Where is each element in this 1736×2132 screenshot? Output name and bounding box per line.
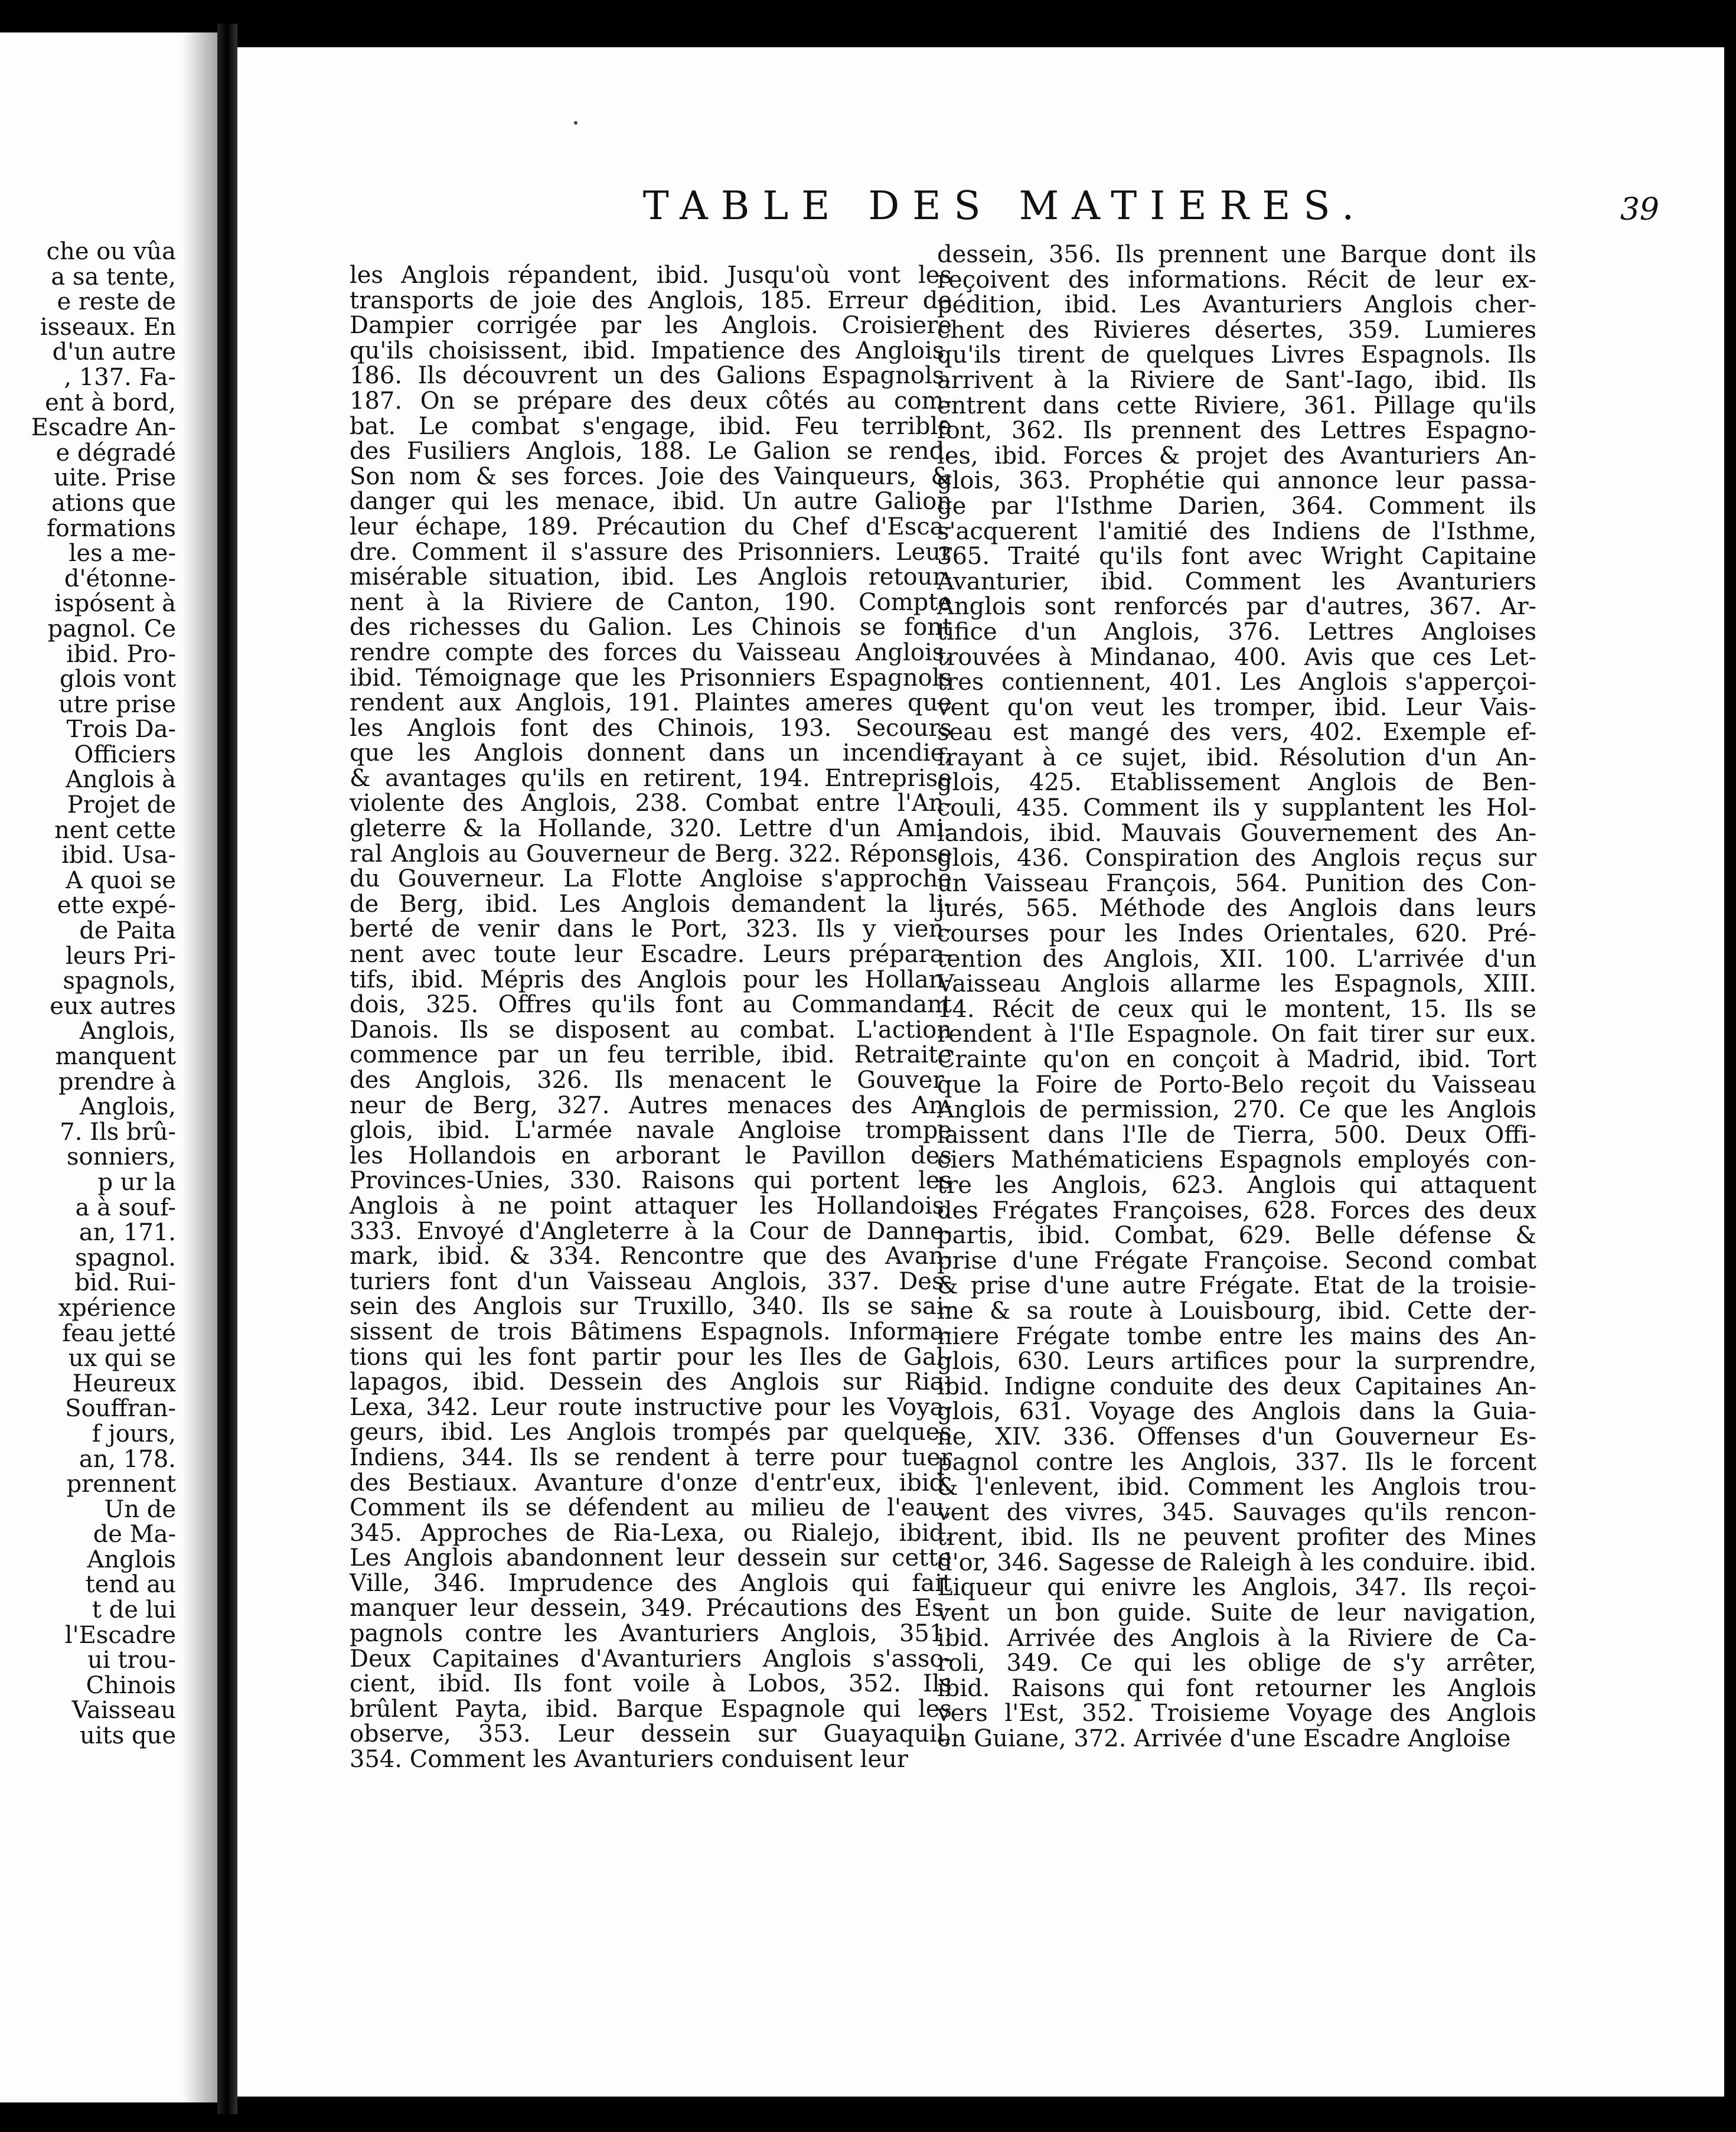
- index-line: font, 362. Ils prennent des Lettres Espagno-: [937, 417, 1536, 445]
- left-page-line: pagnol. Ce: [47, 615, 176, 643]
- left-page-line: Anglois,: [79, 1018, 176, 1045]
- index-line: landois, ibid. Mauvais Gouvernement des An-: [937, 819, 1536, 847]
- index-line: Avanturier, ibid. Comment les Avanturiers: [937, 568, 1536, 595]
- index-line: frayant à ce sujet, ibid. Résolution d'un An-: [937, 744, 1536, 771]
- left-page-line: e dégradé: [56, 439, 176, 467]
- index-line: courses pour les Indes Orientales, 620. Pré-: [937, 920, 1536, 948]
- index-line: partis, ibid. Combat, 629. Belle défense &: [937, 1222, 1536, 1250]
- left-page-line: ette expé-: [57, 892, 176, 920]
- index-line: berté de venir dans le Port, 323. Ils y vien-: [350, 915, 952, 943]
- index-line: neur de Berg, 327. Autres menaces des An-: [350, 1091, 952, 1119]
- index-line: glois, 631. Voyage des Anglois dans la Guia-: [937, 1398, 1536, 1426]
- page-title: TABLE DES MATIERES.: [642, 183, 1368, 229]
- index-line: de Berg, ibid. Les Anglois demandent la li-: [350, 890, 952, 918]
- left-page-line: an, 171.: [79, 1219, 176, 1247]
- index-line: des Fusiliers Anglois, 188. Le Galion se rend.: [350, 438, 952, 465]
- index-line: rendre compte des forces du Vaisseau Anglois,: [350, 638, 952, 666]
- index-line: 187. On se prépare des deux côtés au com-: [350, 387, 952, 415]
- left-page-line: sonniers,: [67, 1143, 176, 1171]
- left-page-line: bid. Rui-: [74, 1269, 176, 1297]
- index-line: glois, 363. Prophétie qui annonce leur passa-: [937, 467, 1536, 495]
- index-line: des Frégates Françoises, 628. Forces des deux: [937, 1197, 1536, 1224]
- index-line: des Anglois, 326. Ils menacent le Gouver-: [350, 1067, 952, 1094]
- index-line: des Bestiaux. Avanture d'onze d'entr'eux, ibid.: [350, 1469, 952, 1497]
- left-page-line: ibid. Pro-: [66, 640, 176, 668]
- index-line: couli, 435. Comment ils y supplantent les Hol-: [937, 794, 1536, 822]
- left-page-line: feau jetté: [62, 1319, 176, 1347]
- index-line: Anglois sont renforcés par d'autres, 367. Ar-: [937, 593, 1536, 621]
- index-line: glois, 436. Conspiration des Anglois reçus sur: [937, 845, 1536, 872]
- index-line: que la Foire de Porto-Belo reçoit du Vaisseau: [937, 1071, 1536, 1098]
- index-line: nent à la Riviere de Canton, 190. Compte: [350, 588, 952, 616]
- index-line: glois, 630. Leurs artifices pour la surprendre,: [937, 1348, 1536, 1375]
- index-line: ciers Mathématiciens Espagnols employés con-: [937, 1146, 1536, 1174]
- index-line: du Gouverneur. La Flotte Angloise s'approche: [350, 865, 952, 893]
- index-line: pagnols contre les Avanturiers Anglois, 351.: [350, 1620, 952, 1648]
- right-page: [237, 47, 1724, 2097]
- index-line: mark, ibid. & 334. Rencontre que des Avan-: [350, 1243, 952, 1270]
- index-line: les Anglois font des Chinois, 193. Secours: [350, 714, 952, 742]
- index-line: trouvées à Mindanao, 400. Avis que ces Let-: [937, 643, 1536, 671]
- index-line: ral Anglois au Gouverneur de Berg. 322. Réponse: [350, 840, 952, 868]
- index-line: niere Frégate tombe entre les mains des An-: [937, 1322, 1536, 1350]
- left-page-line: a sa tente,: [51, 263, 176, 291]
- index-line: Danois. Ils se disposent au combat. L'action: [350, 1016, 952, 1044]
- index-line: pagnol contre les Anglois, 337. Ils le forcent: [937, 1448, 1536, 1476]
- index-line: Deux Capitaines d'Avanturiers Anglois s'asso-: [350, 1645, 952, 1673]
- left-page-line: Anglois: [87, 1546, 176, 1573]
- index-line: chent des Rivieres désertes, 359. Lumieres: [937, 316, 1536, 344]
- left-page-line: spagnols,: [63, 967, 176, 995]
- index-line: & avantages qu'ils en retirent, 194. Entreprise: [350, 764, 952, 792]
- index-line: brûlent Payta, ibid. Barque Espagnole qui les: [350, 1695, 952, 1723]
- left-page-line: glois vont: [59, 666, 176, 693]
- index-line: entrent dans cette Riviere, 361. Pillage qu'ils: [937, 392, 1536, 419]
- index-line: leur échape, 189. Précaution du Chef d'Esca-: [350, 513, 952, 540]
- index-line: ne, XIV. 336. Offenses d'un Gouverneur Es-: [937, 1423, 1536, 1450]
- index-line: Anglois à ne point attaquer les Hollandois,: [350, 1192, 952, 1220]
- index-line: geurs, ibid. Les Anglois trompés par quelques: [350, 1419, 952, 1446]
- index-line: tres contiennent, 401. Les Anglois s'apperçoi-: [937, 669, 1536, 696]
- index-line: vent des vivres, 345. Sauvages qu'ils rencon-: [937, 1498, 1536, 1526]
- index-line: observe, 353. Leur dessein sur Guayaquil,: [350, 1720, 952, 1748]
- left-page-line: xpérience: [58, 1294, 176, 1322]
- left-page-line: Souffran-: [65, 1395, 176, 1423]
- index-line: les Hollandois en arborant le Pavillon des: [350, 1142, 952, 1169]
- left-page-line: Chinois: [86, 1671, 176, 1699]
- index-line: ge par l'Isthme Darien, 364. Comment ils: [937, 492, 1536, 520]
- index-line: Son nom & ses forces. Joie des Vainqueurs, &: [350, 462, 952, 490]
- index-line: Indiens, 344. Ils se rendent à terre pour tuer: [350, 1443, 952, 1471]
- index-line: Crainte qu'on en conçoit à Madrid, ibid. Tort: [937, 1046, 1536, 1073]
- index-line: turiers font d'un Vaisseau Anglois, 337. Des-: [350, 1267, 952, 1295]
- left-page-line: tend au: [85, 1571, 176, 1599]
- index-line: 14. Récit de ceux qui le montent, 15. Ils se: [937, 995, 1536, 1023]
- index-line: ibid. Indigne conduite des deux Capitaines An-: [937, 1373, 1536, 1400]
- index-line: laissent dans l'Ile de Tierra, 500. Deux Offi-: [937, 1121, 1536, 1149]
- left-page-line: Heureux: [72, 1370, 176, 1397]
- left-facing-page: [0, 32, 217, 2102]
- index-line: Lexa, 342. Leur route instructive pour les Voya-: [350, 1393, 952, 1421]
- index-line: s'acquerent l'amitié des Indiens de l'Isthme,: [937, 517, 1536, 545]
- index-line: Provinces-Unies, 330. Raisons qui portent les: [350, 1167, 952, 1195]
- index-line: vers l'Est, 352. Troisieme Voyage des Anglois: [937, 1700, 1536, 1727]
- left-page-line: ispósent à: [54, 590, 176, 618]
- index-line: Comment ils se défendent au milieu de l'eau,: [350, 1494, 952, 1522]
- index-line: roli, 349. Ce qui les oblige de s'y arrêter,: [937, 1649, 1536, 1677]
- left-page-line: Escadre An-: [31, 414, 176, 442]
- left-page-line: p ur la: [97, 1168, 176, 1196]
- page-curl-shadow: [182, 32, 217, 2102]
- left-page-line: 7. Ils brû-: [60, 1118, 176, 1146]
- ink-speck: [574, 121, 577, 125]
- index-line: dessein, 356. Ils prennent une Barque dont ils: [937, 241, 1536, 268]
- index-line: tifice d'un Anglois, 376. Lettres Angloises: [937, 618, 1536, 646]
- index-line: un Vaisseau François, 564. Punition des Con-: [937, 869, 1536, 897]
- left-page-line: ations que: [51, 489, 176, 517]
- left-page-line: les a me-: [68, 540, 176, 568]
- left-page-text: [0, 239, 176, 1749]
- left-page-line: eux autres: [50, 992, 176, 1020]
- left-page-line: A quoi se: [66, 866, 176, 894]
- index-line: misérable situation, ibid. Les Anglois retour-: [350, 563, 952, 591]
- left-page-line: ent à bord,: [45, 389, 176, 416]
- left-page-line: a à souf-: [75, 1194, 176, 1221]
- index-line: sissent de trois Bâtimens Espagnols. Informa-: [350, 1318, 952, 1345]
- left-page-line: d'étonne-: [64, 565, 176, 592]
- left-page-line: Un de: [104, 1495, 176, 1523]
- index-line: arrivent à la Riviere de Sant'-Iago, ibid. Ils: [937, 366, 1536, 394]
- index-line: Dampier corrigée par les Anglois. Croisiere: [350, 312, 952, 340]
- left-page-line: ui trou-: [87, 1647, 176, 1674]
- index-line: Ville, 346. Imprudence des Anglois qui fait: [350, 1569, 952, 1597]
- index-line: prise d'une Frégate Françoise. Second combat: [937, 1247, 1536, 1274]
- index-line: ibid. Raisons qui font retourner les Anglois: [937, 1674, 1536, 1702]
- index-line: me & sa route à Louisbourg, ibid. Cette der-: [937, 1297, 1536, 1325]
- index-line: manquer leur dessein, 349. Précautions des Es-: [350, 1595, 952, 1622]
- index-line: des richesses du Galion. Les Chinois se font: [350, 614, 952, 641]
- index-line: rendent à l'Ile Espagnole. On fait tirer sur eux.: [937, 1021, 1536, 1048]
- index-line: 345. Approches de Ria-Lexa, ou Rialejo, ibid.: [350, 1519, 952, 1547]
- index-line: les Anglois répandent, ibid. Jusqu'où vont les: [350, 262, 952, 289]
- index-line: sein des Anglois sur Truxillo, 340. Ils se sai-: [350, 1293, 952, 1321]
- index-line: cient, ibid. Ils font voile à Lobos, 352. Ils: [350, 1670, 952, 1698]
- index-column-right: [937, 242, 1536, 1752]
- index-line: commence par un feu terrible, ibid. Retraite: [350, 1041, 952, 1069]
- index-column-left: [350, 263, 952, 1772]
- left-page-line: ibid. Usa-: [61, 842, 176, 869]
- left-page-line: d'un autre: [52, 338, 176, 366]
- left-page-line: an, 178.: [79, 1445, 176, 1473]
- index-line: Vaisseau Anglois allarme les Espagnols, XIII.: [937, 970, 1536, 998]
- index-line: qu'ils tirent de quelques Livres Espagnols. Ils: [937, 341, 1536, 369]
- index-line: seau est mangé des vers, 402. Exemple ef-: [937, 719, 1536, 746]
- left-page-line: manquent: [55, 1043, 176, 1070]
- index-line: vent qu'on veut les tromper, ibid. Leur Vais-: [937, 693, 1536, 721]
- index-line: gleterre & la Hollande, 320. Lettre d'un Ami-: [350, 815, 952, 843]
- index-line: vent un bon guide. Suite de leur navigation,: [937, 1599, 1536, 1627]
- left-page-line: e reste de: [57, 288, 176, 316]
- index-line: Les Anglois abandonnent leur dessein sur cette: [350, 1544, 952, 1572]
- left-page-line: isseaux. En: [40, 313, 176, 341]
- left-page-line: prendre à: [58, 1068, 176, 1096]
- index-line: glois, 425. Etablissement Anglois de Ben-: [937, 769, 1536, 797]
- index-line: reçoivent des informations. Récit de leur ex-: [937, 266, 1536, 294]
- left-page-line: Vaisseau: [71, 1697, 176, 1724]
- left-page-line: Projet de: [67, 791, 176, 819]
- index-line: jurés, 565. Méthode des Anglois dans leurs: [937, 895, 1536, 922]
- index-line: & prise d'une autre Frégate. Etat de la troisie-: [937, 1272, 1536, 1300]
- index-line: 365. Traité qu'ils font avec Wright Capitaine: [937, 543, 1536, 571]
- left-page-line: Trois Da-: [66, 716, 176, 744]
- index-line: Anglois de permission, 270. Ce que les Anglois: [937, 1096, 1536, 1124]
- left-page-line: Anglois,: [79, 1093, 176, 1121]
- index-line: ibid. Arrivée des Anglois à la Riviere de Ca-: [937, 1624, 1536, 1652]
- index-line: transports de joie des Anglois, 185. Erreur de: [350, 286, 952, 314]
- index-line: tention des Anglois, XII. 100. L'arrivée d'un: [937, 945, 1536, 973]
- left-page-line: Officiers: [74, 741, 176, 768]
- index-line: d'or, 346. Sagesse de Raleigh à les conduire. ibid.: [937, 1549, 1536, 1576]
- index-line: en Guiane, 372. Arrivée d'une Escadre Angloise: [937, 1725, 1511, 1753]
- left-page-line: ux qui se: [68, 1345, 176, 1373]
- left-page-line: nent cette: [54, 816, 176, 844]
- left-page-line: de Ma-: [93, 1521, 176, 1549]
- left-page-line: che ou vûa: [46, 238, 176, 265]
- left-page-line: uits que: [80, 1722, 176, 1750]
- left-page-line: spagnol.: [75, 1244, 176, 1272]
- index-line: bat. Le combat s'engage, ibid. Feu terrible: [350, 412, 952, 440]
- index-line: dois, 325. Offres qu'ils font au Commandant: [350, 991, 952, 1019]
- left-page-line: , 137. Fa-: [64, 363, 176, 391]
- index-line: trent, ibid. Ils ne peuvent profiter des Mines: [937, 1524, 1536, 1551]
- index-line: 354. Comment les Avanturiers conduisent leur: [350, 1746, 909, 1774]
- index-line: Liqueur qui enivre les Anglois, 347. Ils reçoi-: [937, 1574, 1536, 1602]
- index-line: ibid. Témoignage que les Prisonniers Espagnols: [350, 664, 952, 692]
- index-line: danger qui les menace, ibid. Un autre Galion: [350, 488, 952, 516]
- left-page-line: formations: [46, 514, 176, 542]
- index-line: nent avec toute leur Escadre. Leurs prépara-: [350, 941, 952, 969]
- left-page-line: de Paita: [79, 917, 176, 945]
- index-line: rendent aux Anglois, 191. Plaintes ameres que: [350, 689, 952, 717]
- left-page-line: leurs Pri-: [66, 942, 176, 970]
- index-line: lapagos, ibid. Dessein des Anglois sur Ria-: [350, 1368, 952, 1396]
- left-page-line: t de lui: [92, 1596, 176, 1624]
- left-page-line: Anglois à: [65, 766, 176, 794]
- index-line: tifs, ibid. Mépris des Anglois pour les Hollan-: [350, 966, 952, 993]
- index-line: tre les Anglois, 623. Anglois qui attaquent: [937, 1171, 1536, 1199]
- left-page-line: uite. Prise: [54, 464, 176, 492]
- left-page-line: prennent: [66, 1471, 176, 1498]
- index-line: qu'ils choisissent, ibid. Impatience des Anglois,: [350, 337, 952, 364]
- index-line: dre. Comment il s'assure des Prisonniers. Leur: [350, 538, 952, 566]
- index-line: & l'enlevent, ibid. Comment les Anglois trou-: [937, 1474, 1536, 1501]
- left-page-line: utre prise: [58, 690, 176, 718]
- index-line: pédition, ibid. Les Avanturiers Anglois cher-: [937, 291, 1536, 319]
- book-gutter: [217, 24, 237, 2114]
- left-page-line: l'Escadre: [64, 1621, 176, 1649]
- index-line: que les Anglois donnent dans un incendie,: [350, 739, 952, 767]
- index-line: les, ibid. Forces & projet des Avanturiers An-: [937, 442, 1536, 470]
- index-line: glois, ibid. L'armée navale Angloise trompe: [350, 1117, 952, 1145]
- index-line: 333. Envoyé d'Angleterre à la Cour de Danne-: [350, 1217, 952, 1245]
- index-line: 186. Ils découvrent un des Galions Espagnols,: [350, 362, 952, 390]
- index-line: violente des Anglois, 238. Combat entre l'An-: [350, 790, 952, 817]
- left-page-line: f jours,: [92, 1420, 176, 1448]
- page-number: 39: [1620, 192, 1659, 227]
- index-line: tions qui les font partir pour les Iles de Gal-: [350, 1343, 952, 1371]
